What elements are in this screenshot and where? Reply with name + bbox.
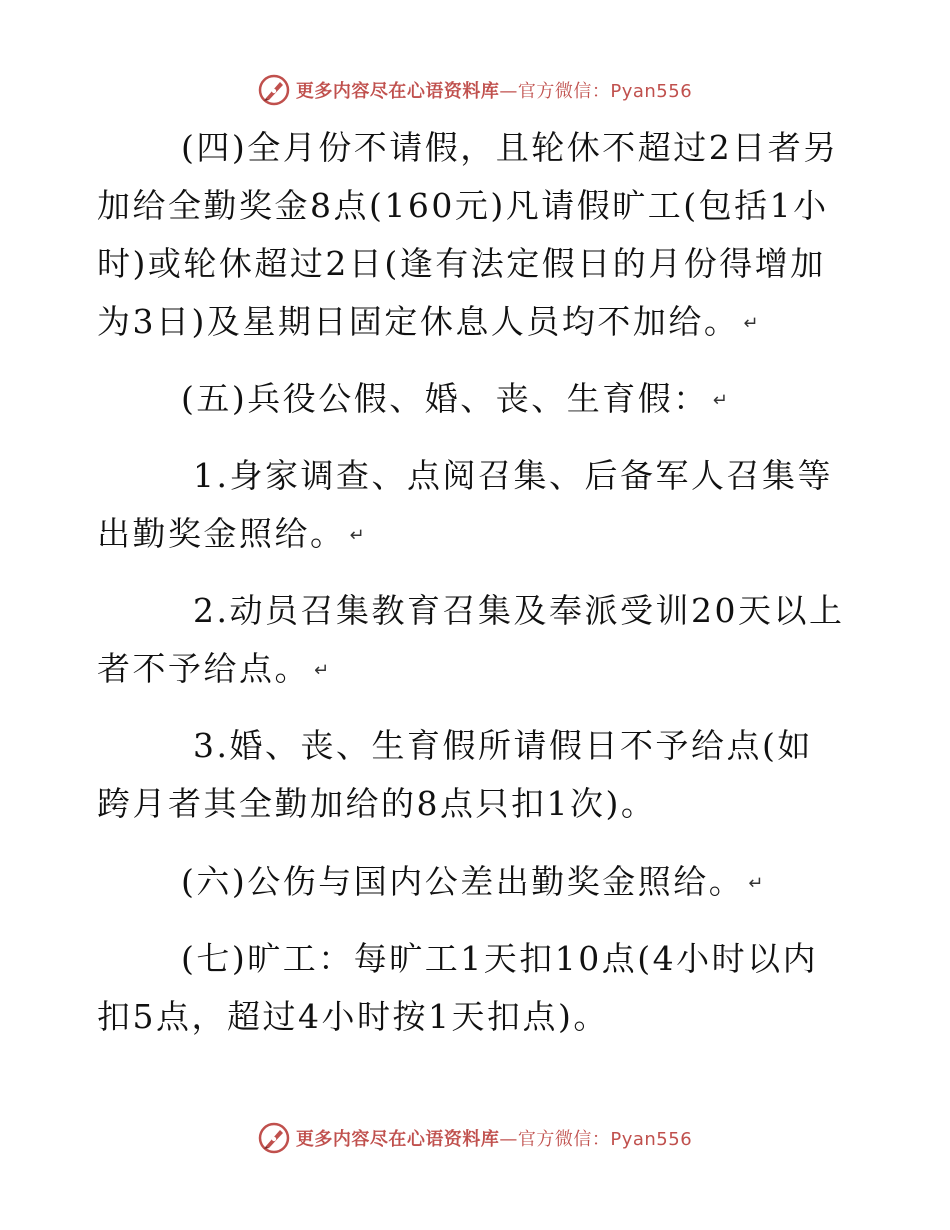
paragraph-text: (五)兵役公假、婚、丧、生育假： [181, 379, 709, 418]
banner-title: 更多内容尽在心语资料库 [295, 1129, 500, 1150]
paragraph-mark: ↵ [314, 660, 330, 681]
paragraph-5 [97, 370, 847, 430]
footer-banner [0, 1118, 950, 1158]
banner-separator: — [499, 1129, 518, 1150]
banner-text [296, 77, 692, 103]
paragraph-mark: ↵ [349, 525, 365, 546]
document-body [97, 119, 847, 1065]
banner-separator: — [499, 81, 518, 102]
paragraph-text: 2.动员召集教育召集及奉派受训20天以上者不予给点。 [97, 591, 845, 688]
banner-title: 更多内容尽在心语资料库 [295, 81, 500, 102]
banner-wechat: 官方微信：Pyan556 [517, 1129, 693, 1150]
pen-logo-icon [258, 1122, 290, 1154]
paragraph-5-item-2 [97, 582, 847, 700]
pen-logo-icon [258, 74, 290, 106]
paragraph-7 [97, 930, 847, 1048]
banner-text [296, 1125, 692, 1151]
banner-wechat: 官方微信：Pyan556 [517, 81, 693, 102]
banner-inner [258, 1122, 692, 1154]
paragraph-mark: ↵ [748, 873, 764, 894]
banner-inner [258, 74, 692, 106]
paragraph-text: (四)全月份不请假，且轮休不超过2日者另加给全勤奖金8点(160元)凡请假旷工(包括1小时)或轮休超过2日(逢有法定假日的月份得增加为3日)及星期日固定休息人员均不加给。 [97, 128, 839, 341]
paragraph-mark: ↵ [743, 313, 759, 334]
paragraph-text: (七)旷工：每旷工1天扣10点(4小时以内扣5点，超过4小时按1天扣点)。 [97, 939, 819, 1036]
header-banner [0, 70, 950, 110]
paragraph-6 [97, 853, 847, 913]
paragraph-5-item-3 [97, 717, 847, 835]
paragraph-text: 1.身家调查、点阅召集、后备军人召集等出勤奖金照给。 [97, 456, 833, 553]
paragraph-text: (六)公伤与国内公差出勤奖金照给。 [181, 862, 745, 901]
paragraph-5-item-1 [97, 447, 847, 565]
paragraph-mark: ↵ [712, 390, 728, 411]
paragraph-4 [97, 119, 847, 353]
paragraph-text: 3.婚、丧、生育假所请假日不予给点(如跨月者其全勤加给的8点只扣1次)。 [97, 726, 813, 823]
